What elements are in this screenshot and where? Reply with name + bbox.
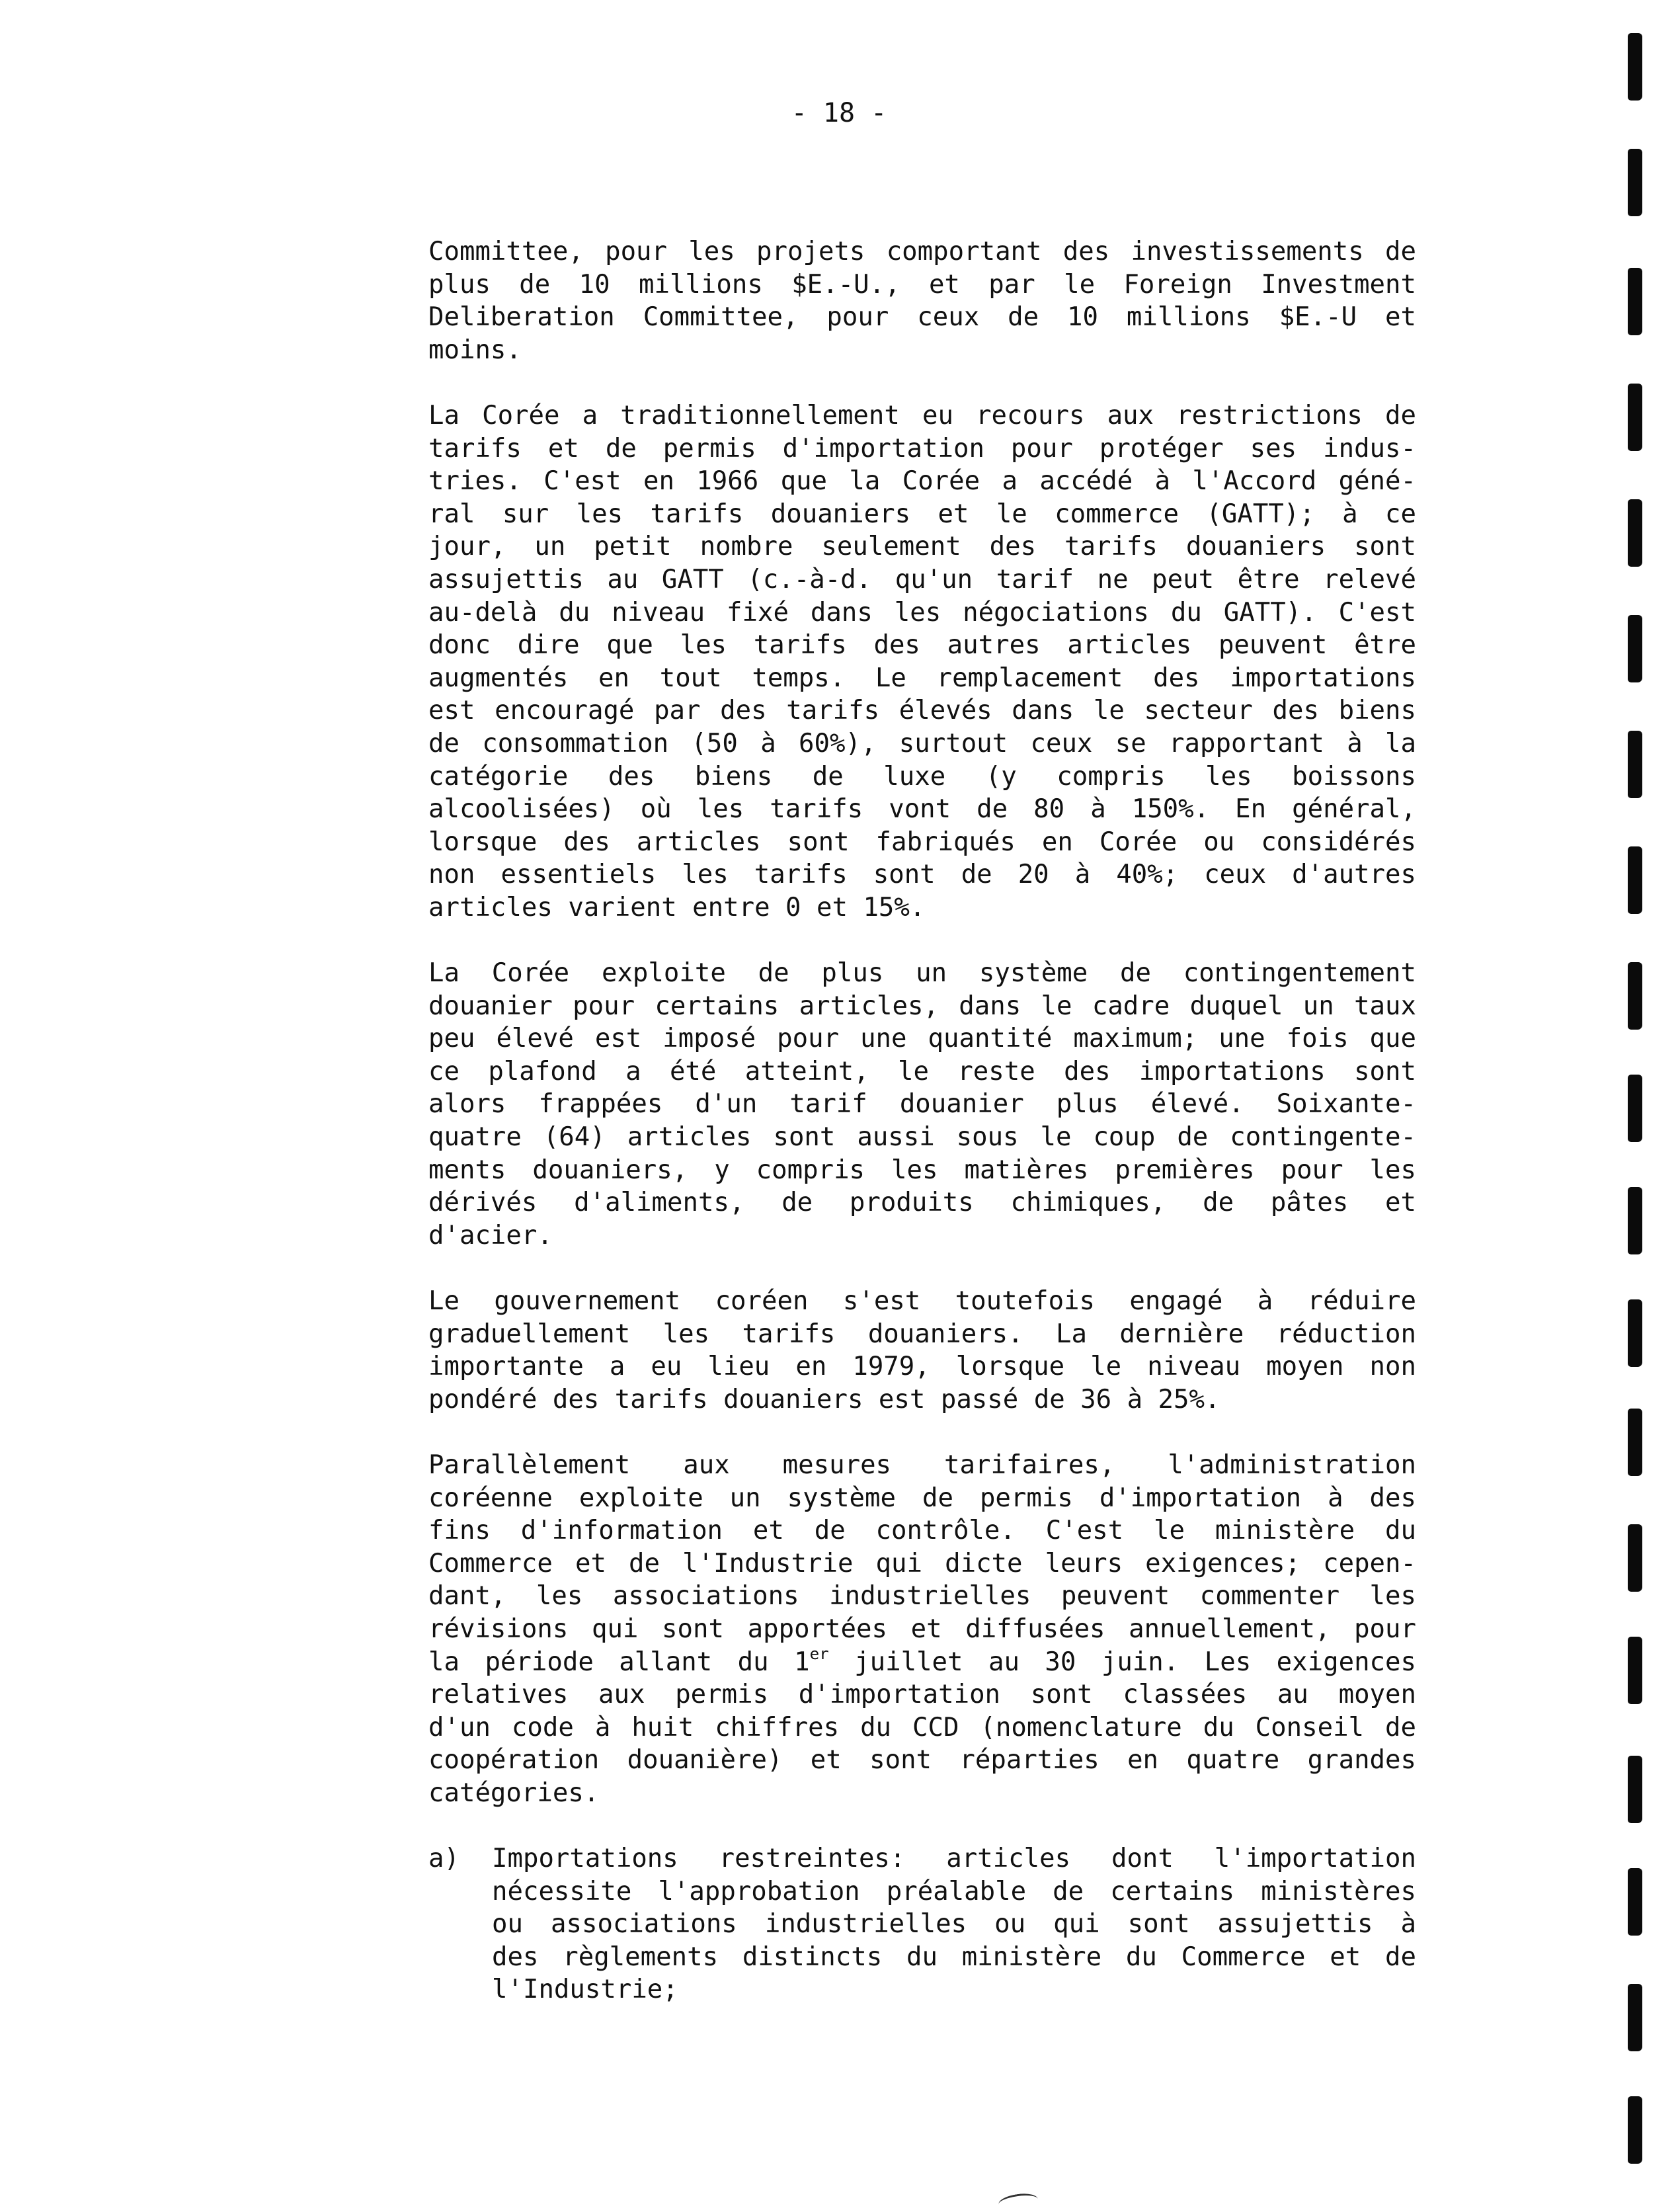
list-marker: a) xyxy=(428,1844,459,1874)
text-line: augmentés en tout temps. Le remplacement des importations xyxy=(428,663,1416,693)
text-line: articles varient entre 0 et 15%. xyxy=(428,892,926,922)
text-line: Committee, pour les projets comportant des investissements de xyxy=(428,237,1416,266)
text-line: pondéré des tarifs douaniers est passé de 36 à 25%. xyxy=(428,1384,1220,1414)
binding-mark xyxy=(1628,1984,1642,2051)
text-line: Importations restreintes: articles dont l'importation xyxy=(492,1844,1416,1874)
text-line: ce plafond a été atteint, le reste des importations sont xyxy=(428,1056,1416,1086)
binding-mark xyxy=(1628,731,1642,798)
text-line: Commerce et de l'Industrie qui dicte leurs exigences; cepen- xyxy=(428,1548,1416,1578)
list-item-restricted-imports xyxy=(428,1842,1416,2006)
text-line: alcoolisées) où les tarifs vont de 80 à 150%. En général, xyxy=(428,794,1416,825)
text-line: dant, les associations industrielles peuvent commenter les xyxy=(428,1581,1416,1612)
text-line: tries. C'est en 1966 que la Corée a accédé à l'Accord géné- xyxy=(428,466,1416,497)
paragraph-quota xyxy=(428,957,1416,1252)
text-line: fins d'information et de contrôle. C'est le ministère du xyxy=(428,1516,1416,1546)
text-line: révisions qui sont apportées et diffusées annuellement, pour xyxy=(428,1614,1416,1644)
binding-mark xyxy=(1628,615,1642,682)
paragraph-reduction xyxy=(428,1285,1416,1416)
text-line: coréenne exploite un système de permis d'importation à des xyxy=(428,1483,1416,1513)
text-line-with-superscript xyxy=(428,1646,1416,1679)
text-line: est encouragé par des tarifs élevés dans le secteur des biens xyxy=(428,696,1416,726)
text-line: lorsque des articles sont fabriqués en Corée ou considérés xyxy=(428,827,1416,857)
text-fragment: la période allant du 1 xyxy=(428,1647,810,1677)
text-line: ou associations industrielles ou qui sont assujettis à xyxy=(492,1909,1416,1940)
text-line: d'un code à huit chiffres du CCD (nomenclature du Conseil de xyxy=(428,1712,1416,1742)
text-line: assujettis au GATT (c.-à-d. qu'un tarif ne peut être relevé xyxy=(428,564,1416,594)
text-line: ral sur les tarifs douaniers et le commerce (GATT); à ce xyxy=(428,499,1416,529)
binding-mark xyxy=(1628,846,1642,914)
text-line: Parallèlement aux mesures tarifaires, l'administration xyxy=(428,1450,1416,1480)
text-line: moins. xyxy=(428,335,522,365)
text-line: relatives aux permis d'importation sont classées au moyen xyxy=(428,1680,1416,1710)
binding-mark xyxy=(1628,33,1642,101)
text-line: importante a eu lieu en 1979, lorsque le niveau moyen non xyxy=(428,1352,1416,1382)
binding-mark xyxy=(1628,1075,1642,1142)
text-line: Le gouvernement coréen s'est toutefois engagé à réduire xyxy=(428,1286,1416,1316)
superscript: er xyxy=(809,1645,829,1663)
text-line: dérivés d'aliments, de produits chimiques, de pâtes et xyxy=(428,1188,1416,1218)
text-line: catégories. xyxy=(428,1778,600,1808)
binding-marks xyxy=(1628,0,1648,2210)
text-line: ments douaniers, y compris les matières premières pour les xyxy=(428,1155,1416,1185)
text-line: quatre (64) articles sont aussi sous le coup de contingente- xyxy=(428,1122,1416,1153)
text-line: plus de 10 millions $E.-U., et par le Foreign Investment xyxy=(428,269,1416,300)
text-line: donc dire que les tarifs des autres articles peuvent être xyxy=(428,630,1416,661)
binding-mark xyxy=(1628,149,1642,216)
text-line: peu élevé est imposé pour une quantité maximum; une fois que xyxy=(428,1024,1416,1054)
text-line: coopération douanière) et sont réparties en quatre grandes xyxy=(428,1745,1416,1776)
document-body xyxy=(428,235,1416,2006)
page-number: - 18 - xyxy=(791,98,887,128)
binding-mark xyxy=(1628,1868,1642,1936)
paragraph-committee xyxy=(428,235,1416,366)
text-line: douanier pour certains articles, dans le cadre duquel un taux xyxy=(428,991,1416,1021)
binding-mark xyxy=(1628,962,1642,1030)
handwritten-mark xyxy=(998,2192,1039,2212)
text-line: La Corée exploite de plus un système de contingentement xyxy=(428,958,1416,989)
paragraph-import-permits xyxy=(428,1449,1416,1810)
paragraph-tariffs xyxy=(428,399,1416,924)
binding-mark xyxy=(1628,1187,1642,1254)
text-line: catégorie des biens de luxe (y compris les boissons xyxy=(428,761,1416,792)
text-line: non essentiels les tarifs sont de 20 à 40%; ceux d'autres xyxy=(428,860,1416,890)
binding-mark xyxy=(1628,2096,1642,2164)
text-line: tarifs et de permis d'importation pour protéger ses indus- xyxy=(428,433,1416,464)
binding-mark xyxy=(1628,499,1642,567)
binding-mark xyxy=(1628,1756,1642,1823)
text-fragment: juillet au 30 juin. Les exigences xyxy=(828,1647,1416,1677)
text-line: des règlements distincts du ministère du Commerce et de xyxy=(492,1942,1416,1972)
binding-mark xyxy=(1628,1637,1642,1704)
text-line: au-delà du niveau fixé dans les négociations du GATT). C'est xyxy=(428,597,1416,628)
text-line: l'Industrie; xyxy=(492,1975,678,2005)
text-line: nécessite l'approbation préalable de certains ministères xyxy=(492,1876,1416,1906)
binding-mark xyxy=(1628,1409,1642,1476)
text-line: graduellement les tarifs douaniers. La dernière réduction xyxy=(428,1319,1416,1349)
text-line: d'acier. xyxy=(428,1220,553,1250)
text-line: jour, un petit nombre seulement des tarifs douaniers sont xyxy=(428,532,1416,562)
text-line: alors frappées d'un tarif douanier plus élevé. Soixante- xyxy=(428,1089,1416,1120)
text-line: La Corée a traditionnellement eu recours aux restrictions de xyxy=(428,400,1416,430)
binding-mark xyxy=(1628,1524,1642,1592)
text-line: Deliberation Committee, pour ceux de 10 millions $E.-U et xyxy=(428,302,1416,333)
binding-mark xyxy=(1628,268,1642,335)
binding-mark xyxy=(1628,384,1642,451)
binding-mark xyxy=(1628,1299,1642,1367)
text-line: de consommation (50 à 60%), surtout ceux se rapportant à la xyxy=(428,728,1416,758)
